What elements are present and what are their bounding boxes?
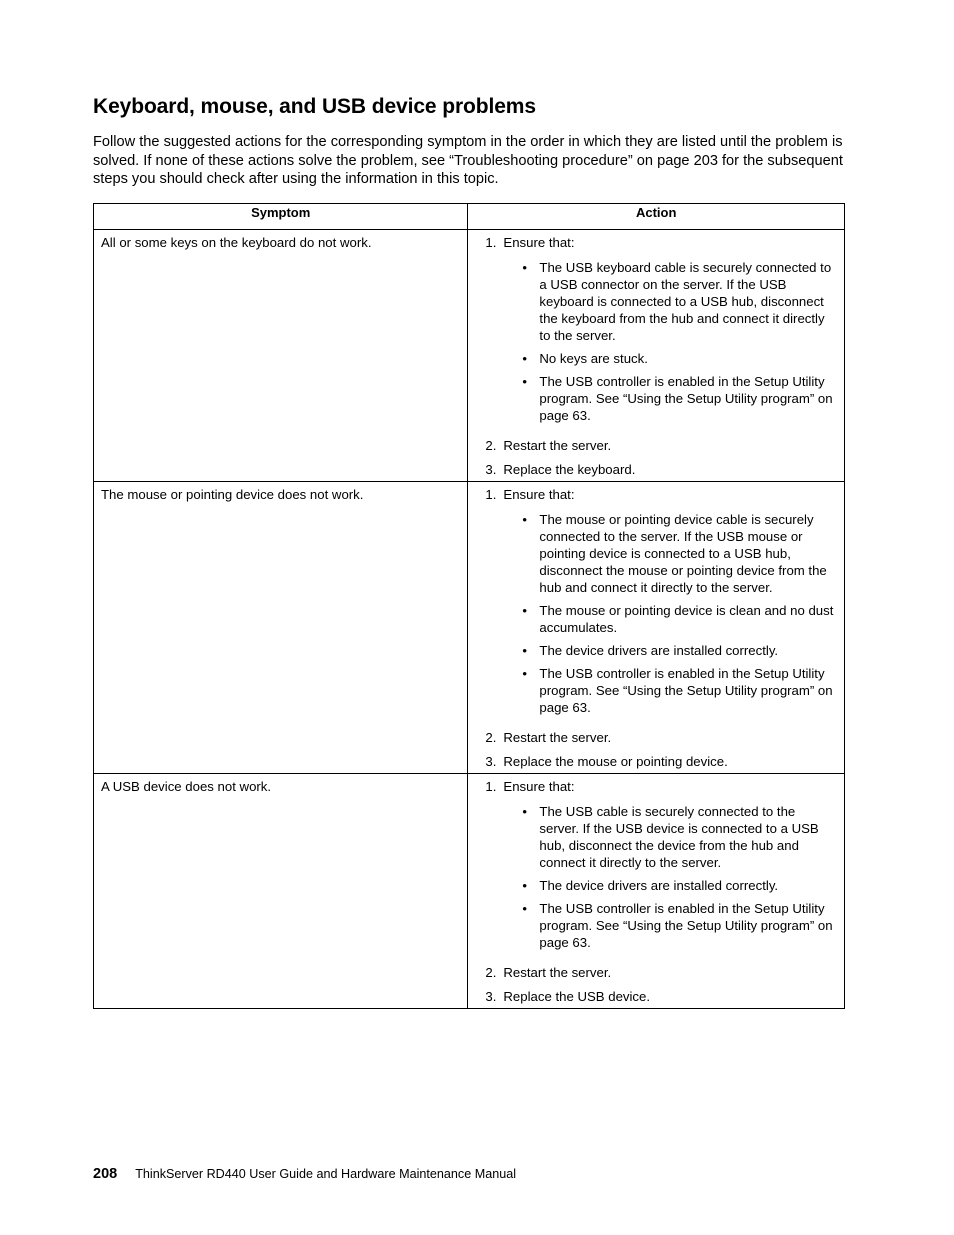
step-number: 1. <box>485 779 497 794</box>
bullet-item <box>521 642 838 659</box>
bullet-item <box>521 602 838 636</box>
action-cell <box>468 774 845 1009</box>
step-number: 2. <box>485 438 497 453</box>
table-row <box>94 482 845 774</box>
step-number: 3. <box>485 754 497 769</box>
action-step <box>485 461 838 478</box>
table-row <box>94 230 845 482</box>
symptom-header: Symptom <box>94 204 468 230</box>
bullet-icon: • <box>522 901 528 916</box>
table-row <box>94 774 845 1009</box>
bullet-list <box>503 259 838 424</box>
bullet-text: The device drivers are installed correctly. <box>539 878 779 893</box>
bullet-icon: • <box>522 643 528 658</box>
step-text: Replace the mouse or pointing device. <box>503 754 728 769</box>
symptom-cell: All or some keys on the keyboard do not work. <box>94 230 468 482</box>
bullet-item <box>521 350 838 367</box>
action-step <box>485 486 838 722</box>
bullet-list <box>503 803 838 951</box>
action-step <box>485 234 838 430</box>
bullet-icon: • <box>522 351 528 366</box>
table-header-row <box>94 204 845 230</box>
troubleshooting-table <box>93 203 845 1009</box>
action-cell <box>468 230 845 482</box>
page-title: Keyboard, mouse, and USB device problems <box>93 95 536 118</box>
bullet-item <box>521 803 838 871</box>
symptom-cell: The mouse or pointing device does not work. <box>94 482 468 774</box>
bullet-icon: • <box>522 666 528 681</box>
bullet-text: The mouse or pointing device cable is securely connected to the server. If the USB mouse or pointing device is connected to a USB hub, disconnect the mouse or pointing device from the hub and connect it directly to the server. <box>539 512 827 595</box>
bullet-item <box>521 259 838 344</box>
action-step <box>485 988 838 1005</box>
page-number: 208 <box>93 1166 118 1182</box>
step-number: 2. <box>485 730 497 745</box>
step-number: 1. <box>485 487 497 502</box>
bullet-text: No keys are stuck. <box>539 351 648 366</box>
bullet-list <box>503 511 838 716</box>
step-text: Restart the server. <box>503 438 612 453</box>
bullet-text: The device drivers are installed correctly. <box>539 643 779 658</box>
symptom-cell: A USB device does not work. <box>94 774 468 1009</box>
intro-paragraph: Follow the suggested actions for the corresponding symptom in the order in which they are listed until the problem is solved. If none of these actions solve the problem, see “Troubleshooting procedure” on page 203 for the subsequent steps you should check after using the information in this topic. <box>93 134 843 188</box>
step-text: Replace the keyboard. <box>503 462 636 477</box>
action-step <box>485 778 838 957</box>
step-text: Replace the USB device. <box>503 989 651 1004</box>
step-number: 3. <box>485 462 497 477</box>
bullet-text: The mouse or pointing device is clean and no dust accumulates. <box>539 603 834 635</box>
step-text: Ensure that: <box>503 235 575 250</box>
bullet-text: The USB controller is enabled in the Setup Utility program. See “Using the Setup Utility program” on page 63. <box>539 374 833 423</box>
step-number: 2. <box>485 965 497 980</box>
bullet-icon: • <box>522 603 528 618</box>
step-text: Ensure that: <box>503 487 575 502</box>
bullet-text: The USB cable is securely connected to the server. If the USB device is connected to a USB hub, disconnect the device from the hub and connect it directly to the server. <box>539 804 819 870</box>
step-text: Restart the server. <box>503 730 612 745</box>
bullet-item <box>521 373 838 424</box>
bullet-item <box>521 900 838 951</box>
action-step <box>485 729 838 746</box>
action-header: Action <box>468 204 845 230</box>
bullet-icon: • <box>522 512 528 527</box>
bullet-text: The USB controller is enabled in the Setup Utility program. See “Using the Setup Utility program” on page 63. <box>539 666 833 715</box>
bullet-icon: • <box>522 260 528 275</box>
bullet-text: The USB controller is enabled in the Setup Utility program. See “Using the Setup Utility program” on page 63. <box>539 901 833 950</box>
action-step <box>485 964 838 981</box>
action-step <box>485 753 838 770</box>
step-text: Ensure that: <box>503 779 575 794</box>
bullet-icon: • <box>522 374 528 389</box>
page-footer <box>93 1166 516 1182</box>
bullet-text: The USB keyboard cable is securely connected to a USB connector on the server. If the USB keyboard is connected to a USB hub, disconnect the keyboard from the hub and connect it directly to the server. <box>539 260 832 343</box>
bullet-item <box>521 511 838 596</box>
step-number: 3. <box>485 989 497 1004</box>
bullet-icon: • <box>522 804 528 819</box>
step-text: Restart the server. <box>503 965 612 980</box>
bullet-item <box>521 877 838 894</box>
action-cell <box>468 482 845 774</box>
action-step <box>485 437 838 454</box>
bullet-icon: • <box>522 878 528 893</box>
bullet-item <box>521 665 838 716</box>
document-title: ThinkServer RD440 User Guide and Hardware Maintenance Manual <box>135 1167 517 1181</box>
step-number: 1. <box>485 235 497 250</box>
